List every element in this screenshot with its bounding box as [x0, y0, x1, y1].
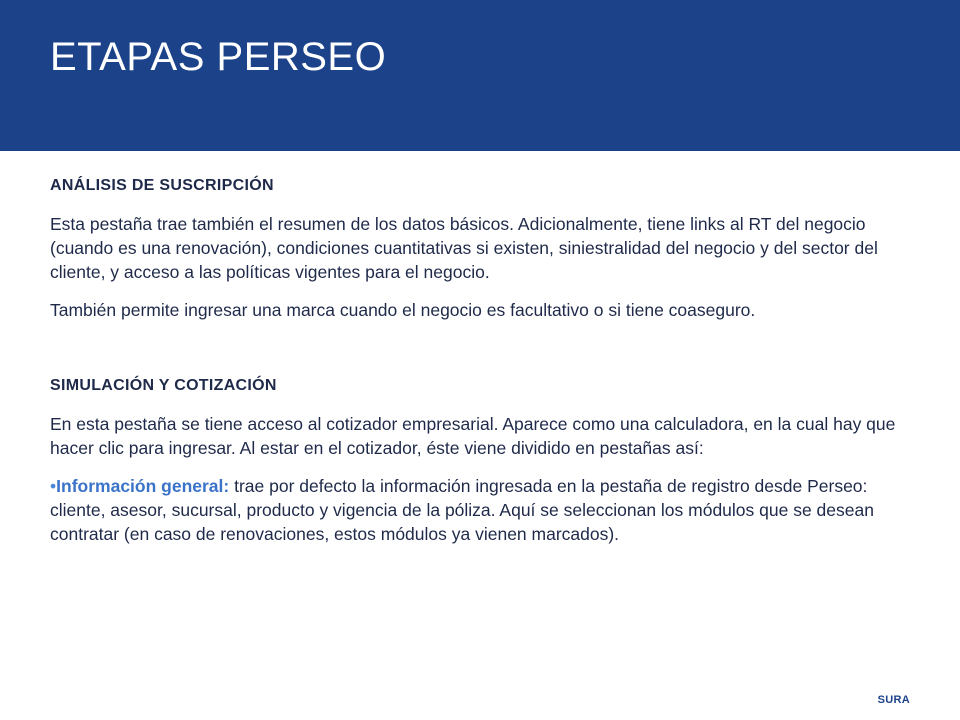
analisis-paragraph-1: Esta pestaña trae también el resumen de los datos básicos. Adicionalmente, tiene links al RT del negocio (cuando es una renovación), condiciones cuantitativas si existen, siniestralidad del negocio y del sector del cliente, y acceso a las políticas vigentes para el negocio. [50, 214, 878, 282]
bullet-item-informacion-general [50, 474, 922, 546]
page-title: ETAPAS PERSEO [50, 35, 387, 79]
header-banner [0, 0, 960, 151]
bullet-marker: • [50, 476, 57, 496]
simulacion-paragraph-1: En esta pestaña se tiene acceso al cotizador empresarial. Aparece como una calculadora, en la cual hay que hacer clic para ingresar. Al estar en el cotizador, éste viene dividido en pestañas así: [50, 414, 896, 458]
slide-content [50, 176, 922, 546]
section-heading-analisis: ANÁLISIS DE SUSCRIPCIÓN [50, 177, 274, 194]
analisis-paragraph-2: También permite ingresar una marca cuando el negocio es facultativo o si tiene coaseguro. [50, 300, 756, 320]
bullet-term: Información general: [56, 476, 230, 496]
section-heading-simulacion: SIMULACIÓN Y COTIZACIÓN [50, 377, 277, 394]
bullet-text: trae por defecto la información ingresada en la pestaña de registro desde Perseo: cliente, asesor, sucursal, producto y vigencia de la póliza. Aquí se seleccionan los módulos que se desean contratar (en caso de renovaciones, estos módulos ya vienen marcados). [50, 476, 874, 544]
footer-brand-logo: SURA [877, 694, 910, 706]
